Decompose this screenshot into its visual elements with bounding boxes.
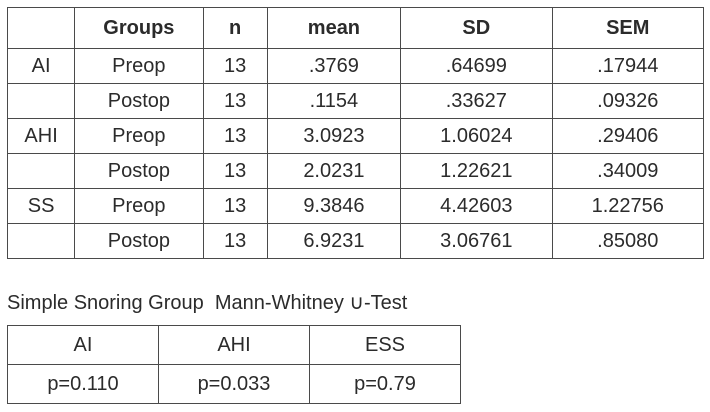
header-cell-mean: mean (267, 8, 400, 49)
test-header-ess: ESS (310, 326, 461, 365)
header-cell-blank (8, 8, 75, 49)
test-caption: Simple Snoring Group Mann-Whitney ∪-Test (7, 292, 408, 314)
cell-sem: .09326 (552, 84, 703, 119)
cell-phase: Preop (75, 119, 203, 154)
p-value-ahi: p=0.033 (159, 365, 310, 404)
cell-phase: Preop (75, 49, 203, 84)
p-value-ai: p=0.110 (8, 365, 159, 404)
table-row (8, 154, 704, 189)
cell-sd: 4.42603 (401, 189, 552, 224)
test-header-row (8, 326, 461, 365)
cell-sem: .85080 (552, 224, 703, 259)
cell-phase: Postop (75, 84, 203, 119)
cell-mean: .3769 (267, 49, 400, 84)
table-row (8, 189, 704, 224)
cell-group: AI (8, 49, 75, 84)
cell-group: AHI (8, 119, 75, 154)
cell-mean: 9.3846 (267, 189, 400, 224)
cell-phase: Postop (75, 224, 203, 259)
table-row (8, 49, 704, 84)
cell-sd: .64699 (401, 49, 552, 84)
cell-n: 13 (203, 84, 267, 119)
cell-mean: 3.0923 (267, 119, 400, 154)
mann-whitney-results-table (7, 325, 461, 404)
test-header-ahi: AHI (159, 326, 310, 365)
cell-n: 13 (203, 224, 267, 259)
header-cell-groups: Groups (75, 8, 203, 49)
p-value-ess: p=0.79 (310, 365, 461, 404)
test-header-ai: AI (8, 326, 159, 365)
cell-n: 13 (203, 189, 267, 224)
cell-sd: .33627 (401, 84, 552, 119)
cell-mean: 2.0231 (267, 154, 400, 189)
descriptive-stats-table (7, 7, 704, 259)
cell-sd: 1.06024 (401, 119, 552, 154)
cell-group (8, 154, 75, 189)
table-header-row (8, 8, 704, 49)
cell-n: 13 (203, 154, 267, 189)
table-row (8, 119, 704, 154)
cell-sem: .17944 (552, 49, 703, 84)
header-cell-n: n (203, 8, 267, 49)
cell-phase: Postop (75, 154, 203, 189)
table-row (8, 84, 704, 119)
header-cell-sem: SEM (552, 8, 703, 49)
cell-sd: 1.22621 (401, 154, 552, 189)
table-row (8, 224, 704, 259)
cell-group (8, 224, 75, 259)
cell-phase: Preop (75, 189, 203, 224)
cell-mean: .1154 (267, 84, 400, 119)
cell-sem: 1.22756 (552, 189, 703, 224)
cell-sd: 3.06761 (401, 224, 552, 259)
cell-n: 13 (203, 119, 267, 154)
cell-n: 13 (203, 49, 267, 84)
cell-sem: .34009 (552, 154, 703, 189)
cell-group: SS (8, 189, 75, 224)
test-values-row (8, 365, 461, 404)
cell-mean: 6.9231 (267, 224, 400, 259)
header-cell-sd: SD (401, 8, 552, 49)
cell-sem: .29406 (552, 119, 703, 154)
cell-group (8, 84, 75, 119)
